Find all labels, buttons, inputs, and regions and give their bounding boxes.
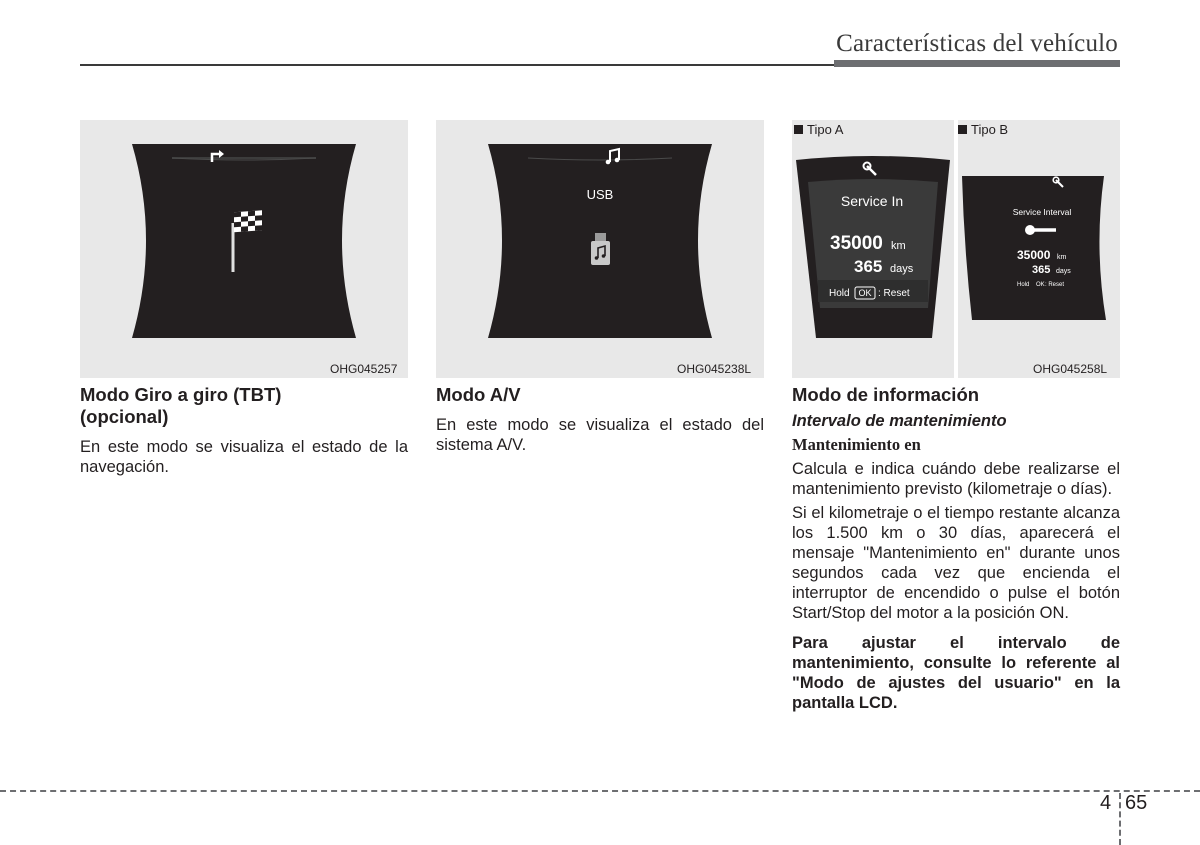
figure-code: OHG045238L xyxy=(677,362,752,376)
body-text: En este modo se visualiza el estado del sistema A/V. xyxy=(436,416,764,454)
section-heading: Modo Giro a giro (TBT) (opcional) xyxy=(80,384,282,427)
type-b-km-unit: km xyxy=(1057,254,1067,261)
page-number: 65 xyxy=(1125,792,1148,814)
page-number-divider xyxy=(1119,793,1121,845)
type-b-ok-key: OK xyxy=(1036,282,1045,288)
body-text: En este modo se visualiza el estado de la navegación. xyxy=(80,438,408,476)
column-av xyxy=(436,384,764,459)
type-b-km-value: 35000 xyxy=(1017,248,1051,262)
sub-heading: Intervalo de mantenimiento xyxy=(792,412,1007,430)
type-a-days-value: 365 xyxy=(854,257,883,276)
type-b-title: Service Interval xyxy=(1012,207,1072,217)
type-b-days-value: 365 xyxy=(1032,264,1051,276)
type-a-km-value: 35000 xyxy=(830,233,883,254)
figure-code: OHG045258L xyxy=(1033,362,1108,376)
type-b-days-unit: days xyxy=(1056,268,1071,275)
body-text: Si el kilometraje o el tiempo restante alcanza los 1.500 km o 30 días, aparecerá el mensaje "Mantenimiento en" durante unos segundos cada vez que encienda el interruptor de encendido o pulse el botón Start/Stop del motor a la posición ON. xyxy=(792,504,1120,622)
figure-tbt xyxy=(80,120,408,378)
type-a-title: Service In xyxy=(840,193,904,209)
cluster-type-b xyxy=(962,176,1106,320)
note-text: Para ajustar el intervalo de mantenimiento, consulte lo referente al "Modo de ajustes del usuario" en la pantalla LCD. xyxy=(792,634,1120,712)
type-b-reset: : Reset xyxy=(1045,282,1065,288)
figure-code: OHG045257 xyxy=(330,362,398,376)
type-b-label: Tipo B xyxy=(958,122,1008,137)
column-info xyxy=(792,384,1120,717)
figure-info xyxy=(792,120,1120,378)
body-text: Calcula e indica cuándo debe realizarse el mantenimiento previsto (kilometraje o días). xyxy=(792,460,1120,498)
section-heading: Modo A/V xyxy=(436,384,521,405)
type-a-reset: : Reset xyxy=(878,288,910,299)
usb-label: USB xyxy=(586,187,614,202)
type-a-hold: Hold xyxy=(829,288,850,299)
page-header-title: Características del vehículo xyxy=(836,30,1118,57)
figure-av xyxy=(436,120,764,378)
chapter-number: 4 xyxy=(1100,792,1112,814)
cluster-type-a xyxy=(796,156,950,338)
header-rule-accent xyxy=(834,60,1120,67)
type-b-hold: Hold xyxy=(1017,282,1030,288)
column-tbt xyxy=(80,384,408,481)
type-a-ok-key: OK xyxy=(858,288,872,298)
footer-rule xyxy=(0,790,1200,792)
section-heading: Modo de información xyxy=(792,384,980,405)
serif-heading: Mantenimiento en xyxy=(792,435,921,454)
type-a-days-unit: days xyxy=(890,263,914,275)
type-a-km-unit: km xyxy=(891,240,906,252)
type-a-label: Tipo A xyxy=(794,122,843,137)
